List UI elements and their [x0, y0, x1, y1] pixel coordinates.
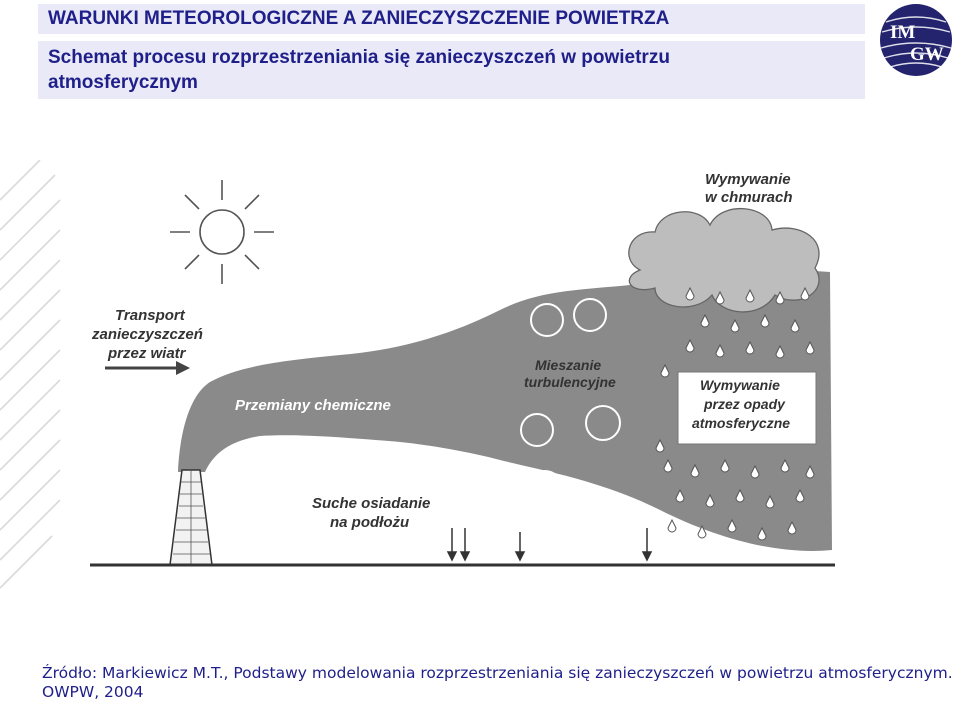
label-transport-2: zanieczyszczeń: [92, 326, 203, 343]
label-precip-1: Wymywanie: [700, 377, 780, 393]
imgw-logo: [876, 2, 956, 78]
label-precip-2: przez opady: [704, 396, 785, 412]
page-subtitle: [38, 41, 865, 99]
subtitle-line-2: atmosferycznym: [48, 72, 198, 93]
label-mixing-1: Mieszanie: [535, 357, 602, 373]
pollution-dispersion-diagram: [0, 160, 860, 600]
label-precip-3: atmosferyczne: [692, 415, 791, 431]
label-mixing-2: turbulencyjne: [524, 374, 616, 390]
subtitle-line-1: Schemat procesu rozprzestrzeniania się zanieczyszczeń w powietrzu: [48, 47, 670, 68]
label-cloud-2: w chmurach: [705, 189, 793, 206]
source-citation: [42, 664, 953, 702]
label-transport-1: Transport: [115, 307, 185, 324]
sun-icon: [170, 180, 274, 284]
wind-arrow: [105, 361, 190, 375]
label-cloud-1: Wymywanie: [705, 171, 791, 188]
cloud-icon: [629, 209, 819, 312]
label-dry-2: na podłożu: [330, 514, 410, 531]
label-chemical: Przemiany chemiczne: [235, 397, 391, 414]
page-title: WARUNKI METEOROLOGICZNE A ZANIECZYSZCZENIE POWIETRZA: [38, 4, 865, 34]
source-line-2: OWPW, 2004: [42, 683, 144, 701]
deposition-arrows: [448, 528, 651, 560]
logo-text-bottom: GW: [910, 44, 944, 65]
source-line-1: Źródło: Markiewicz M.T., Podstawy modelowania rozprzestrzeniania się zanieczyszczeń w powietrzu atmosferycznym.: [42, 664, 953, 682]
label-dry-1: Suche osiadanie: [312, 495, 431, 512]
logo-text-top: IM: [890, 22, 916, 43]
label-transport-3: przez wiatr: [108, 345, 186, 362]
chimney: [170, 470, 212, 565]
hatch-pattern: [0, 160, 60, 588]
